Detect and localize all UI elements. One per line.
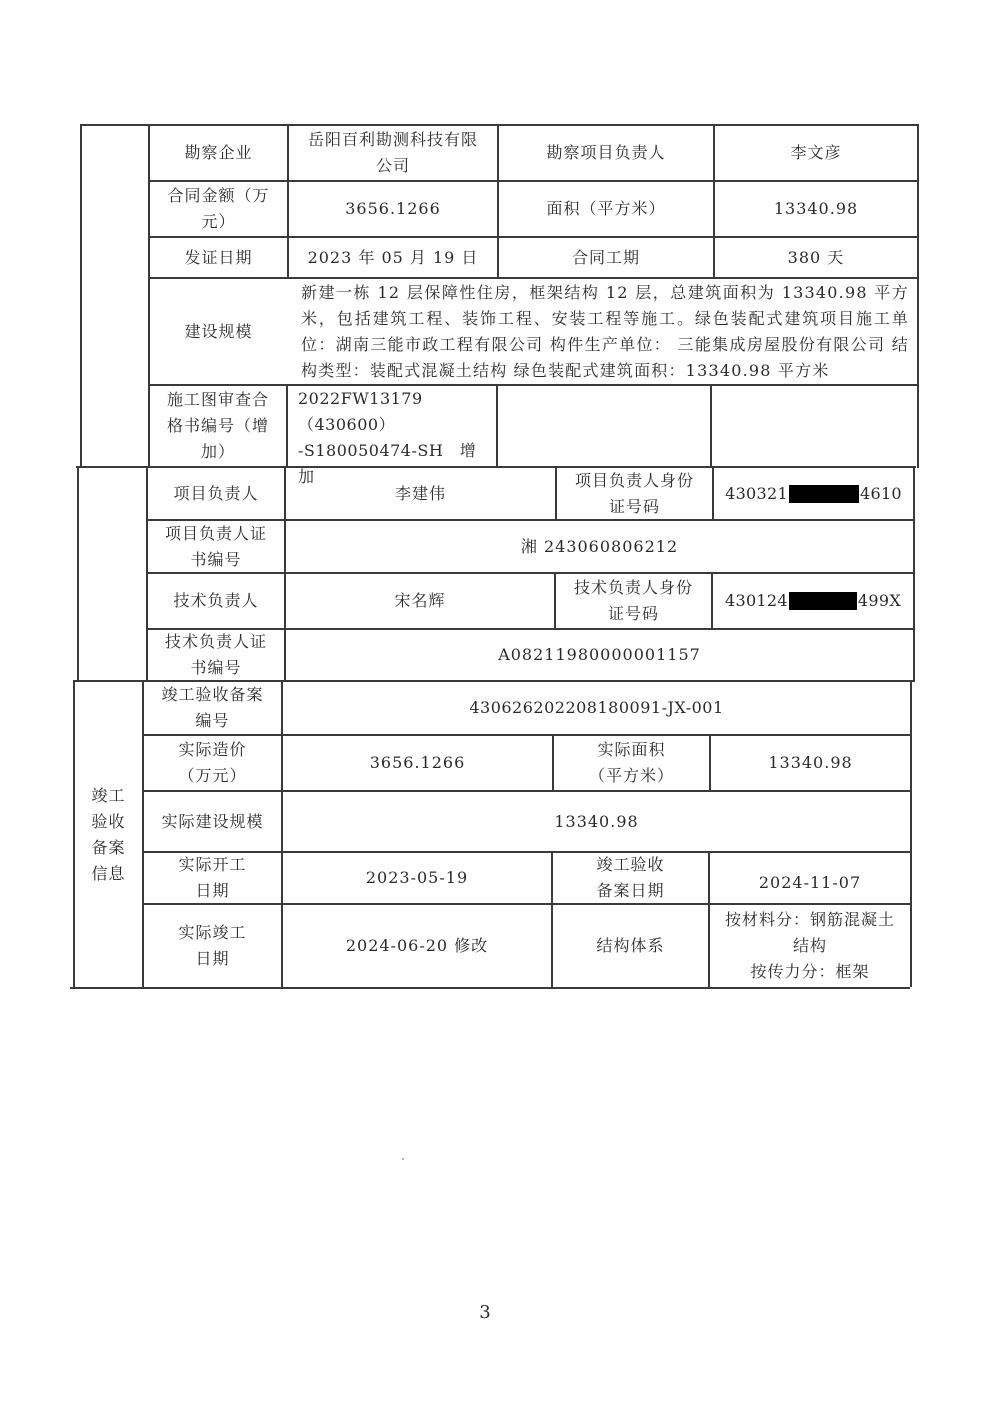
- construction-scale-text: 新建一栋 12 层保障性住房，框架结构 12 层，总建筑面积为 13340.98 平方米，包括建筑工程、装饰工程、安装工程等施工。绿色装配式建筑项目施工单位：湖南三能市政工程有限公司 构件生产单位： 三能集成房屋股份有限公司 结构类型：装配式混凝土结构 绿色装配式建筑面积：13340.98 平方米: [301, 282, 909, 380]
- tech-leader-id-suffix: 499X: [857, 591, 902, 610]
- tech-leader-cert-label-line1: 技术负责人证: [164, 632, 267, 651]
- completion-section-label: [75, 682, 142, 987]
- contract-amount-label: [150, 182, 287, 236]
- redaction-bar: [789, 592, 857, 610]
- record-date-label-line1: 竣工验收: [596, 855, 665, 874]
- actual-start-value: 2023-05-19: [365, 868, 469, 887]
- page-number: 3: [479, 1302, 491, 1323]
- completion-record-no-value: 430626202208180091-JX-001: [469, 698, 724, 717]
- table-border: [77, 466, 79, 680]
- actual-cost-label-line2: （万元）: [178, 766, 247, 785]
- actual-start-label-line1: 实际开工: [178, 855, 247, 874]
- drawing-review-label: [150, 386, 286, 466]
- actual-area-label-line1: 实际面积: [597, 740, 666, 759]
- table-border: [917, 124, 919, 468]
- actual-cost-value: 3656.1266: [369, 753, 466, 772]
- project-leader-cert-label: [148, 521, 284, 572]
- project-leader-id-prefix: 430321: [725, 483, 788, 503]
- structure-system-value-line3: 按传力分：框架: [750, 962, 870, 981]
- project-leader-id-suffix: 4610: [859, 483, 902, 503]
- project-leader-value: 李建伟: [394, 483, 446, 503]
- project-leader-id-label-line1: 项目负责人身份: [574, 470, 694, 490]
- tech-leader-cert-value: A08211980000001157: [498, 645, 701, 664]
- survey-enterprise-line2: 公司: [375, 156, 410, 175]
- tech-leader-cert-label: [148, 630, 284, 680]
- tech-leader-id-label: [556, 574, 711, 628]
- project-leader-cert-label-line1: 项目负责人证: [164, 523, 267, 543]
- actual-area-label-line2: （平方米）: [588, 766, 674, 785]
- tech-leader-id-prefix: 430124: [724, 591, 788, 610]
- record-date-value: 2024-11-07: [758, 873, 862, 892]
- completion-section-label-line4: 信息: [91, 863, 126, 883]
- contract-area-value: 13340.98: [773, 199, 859, 218]
- actual-finish-label-line1: 实际竣工: [178, 923, 247, 942]
- table-border: [70, 987, 910, 989]
- drawing-review-label-line1: 施工图审查合: [166, 390, 269, 409]
- actual-area-value: 13340.98: [768, 753, 853, 772]
- tech-leader-cert-label-line2: 书编号: [190, 658, 242, 677]
- project-leader-cert-value: 湘 243060806212: [520, 536, 679, 556]
- actual-scale-label: 实际建设规模: [161, 811, 264, 831]
- contract-amount-label-line1: 合同金额（万: [167, 186, 270, 205]
- contract-amount-label-line2: 元）: [201, 212, 236, 231]
- construction-scale-label: 建设规模: [184, 321, 253, 341]
- contract-period-label: 合同工期: [571, 247, 640, 267]
- survey-enterprise-label: 勘察企业: [184, 143, 253, 162]
- survey-enterprise-line1: 岳阳百利勘测科技有限: [307, 130, 478, 149]
- survey-enterprise-value: [289, 126, 497, 180]
- contract-amount-value: 3656.1266: [345, 199, 441, 218]
- record-date-label-line2: 备案日期: [596, 881, 665, 900]
- survey-leader-label: 勘察项目负责人: [546, 143, 666, 162]
- completion-section-label-line2: 验收: [91, 811, 126, 831]
- drawing-review-value: [288, 386, 496, 486]
- contract-period-value: 380 天: [787, 247, 845, 267]
- actual-finish-label-line2: 日期: [195, 949, 230, 968]
- table-border: [913, 466, 915, 682]
- actual-finish-value: 2024-06-20 修改: [345, 936, 489, 955]
- actual-finish-label: [144, 905, 281, 987]
- redaction-bar: [789, 485, 859, 503]
- table-border: [80, 124, 82, 466]
- drawing-review-label-line3: 加）: [200, 442, 235, 461]
- actual-cost-label: [144, 736, 281, 790]
- actual-start-label-line2: 日期: [195, 881, 230, 900]
- project-leader-label: 项目负责人: [173, 483, 259, 503]
- completion-section-label-line1: 竣工: [91, 785, 126, 805]
- project-leader-id-label: [557, 468, 712, 519]
- actual-area-label: [554, 736, 709, 790]
- permit-date-label: 发证日期: [184, 247, 253, 267]
- table-border: [710, 384, 712, 466]
- completion-section-label-line3: 备案: [91, 837, 126, 857]
- drawing-review-label-line2: 格书编号（增: [166, 416, 269, 435]
- scan-speck: [402, 1158, 404, 1160]
- record-date-label: [553, 853, 708, 903]
- structure-system-label: 结构体系: [596, 936, 665, 955]
- tech-leader-label: 技术负责人: [173, 591, 259, 610]
- tech-leader-id-value: [713, 574, 913, 628]
- tech-leader-id-label-line1: 技术负责人身份: [573, 578, 693, 597]
- completion-record-no-label: [144, 682, 281, 734]
- project-leader-id-value: [714, 468, 913, 519]
- tech-leader-value: 宋名辉: [394, 591, 446, 610]
- project-leader-cert-label-line2: 书编号: [190, 549, 242, 569]
- actual-start-label: [144, 853, 281, 903]
- survey-leader-value: 李文彦: [790, 143, 842, 162]
- structure-system-value-line2: 结构: [792, 936, 827, 955]
- tech-leader-id-label-line2: 证号码: [607, 604, 659, 623]
- table-border: [910, 680, 912, 987]
- drawing-review-value-line2: -S180050474-SH 增加: [298, 441, 477, 486]
- drawing-review-value-line1: 2022FW13179（430600）: [298, 389, 423, 434]
- project-leader-id-label-line2: 证号码: [608, 496, 660, 516]
- contract-area-label: 面积（平方米）: [546, 199, 666, 218]
- structure-system-value-line1: 按材料分：钢筋混凝土: [724, 910, 895, 929]
- completion-record-no-label-line1: 竣工验收备案: [161, 685, 264, 704]
- structure-system-value: [710, 905, 910, 987]
- actual-cost-label-line1: 实际造价: [178, 740, 247, 759]
- permit-date-value: 2023 年 05 月 19 日: [307, 247, 479, 267]
- actual-scale-value: 13340.98: [554, 811, 639, 831]
- completion-record-no-label-line2: 编号: [195, 711, 230, 730]
- table-border: [496, 384, 498, 466]
